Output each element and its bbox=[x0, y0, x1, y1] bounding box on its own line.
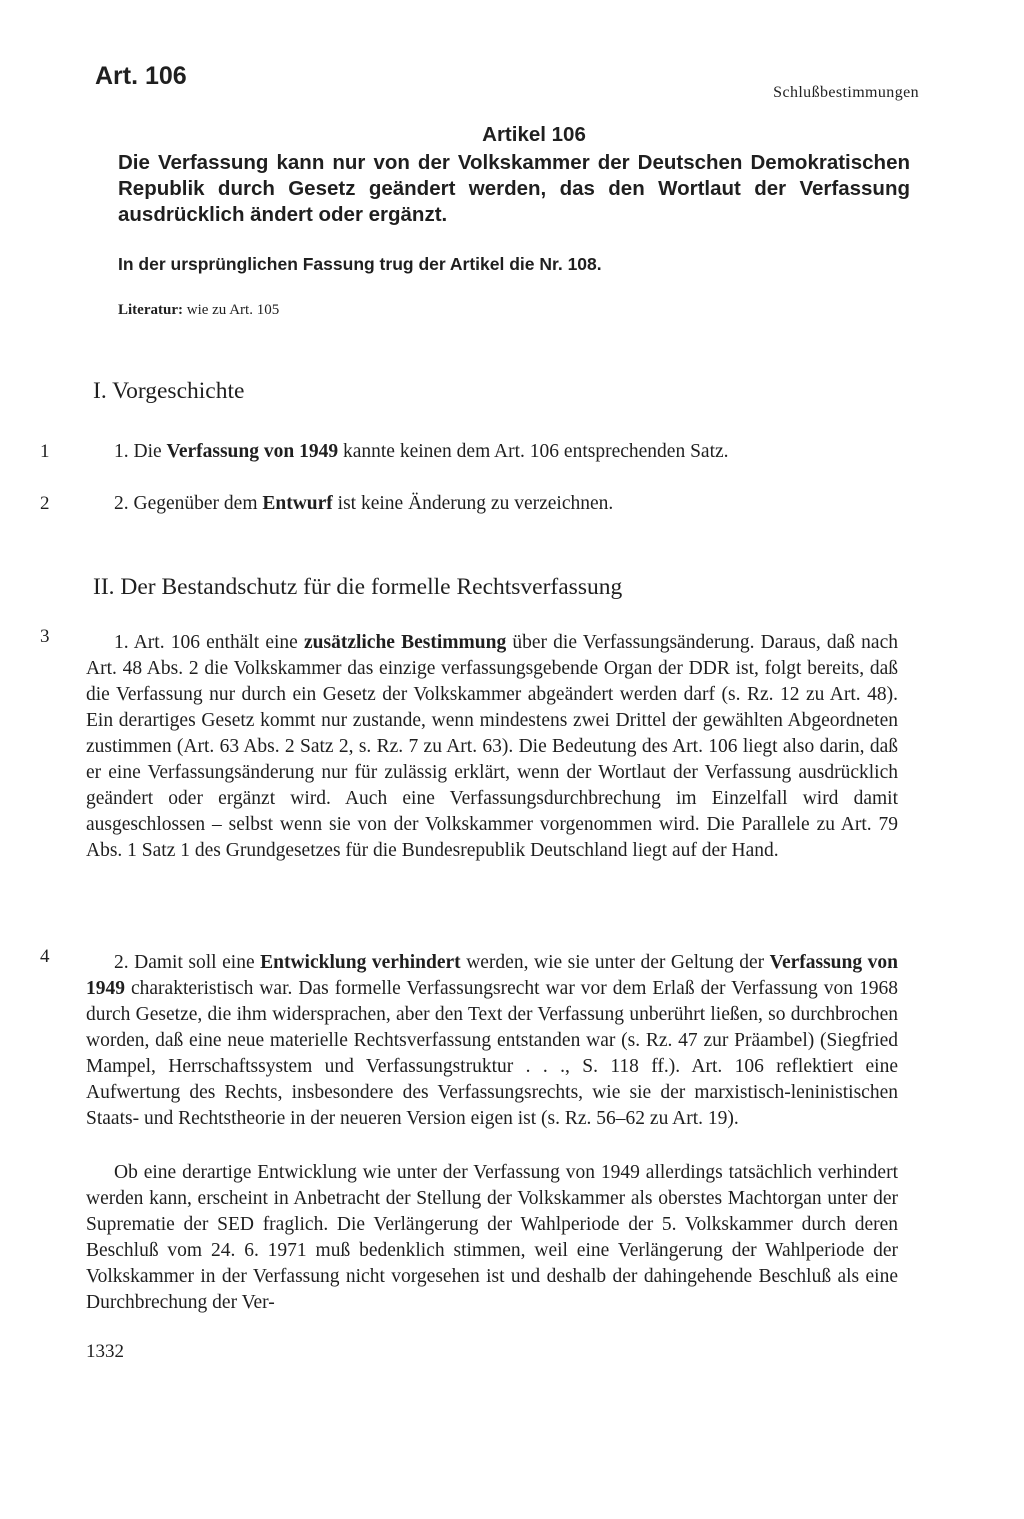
bold-term: Entwicklung verhindert bbox=[260, 952, 461, 973]
margin-number: 4 bbox=[40, 946, 50, 967]
text-run: über die Verfassungsänderung. Daraus, daß nach Art. 48 Abs. 2 die Volkskammer das einzige verfassungsgebende Organ der DDR ist, folgt bereits, daß die Verfassung nur durch ein Gesetz der Volkskammer abgeändert werden darf (s. Rz. 12 zu Art. 48). Ein derartiges Gesetz kommt nur zustande, wenn mindestens zwei Drittel der gewählten Abgeordneten zustimmen (Art. 63 Abs. 2 Satz 2, s. Rz. 7 zu Art. 63). Die Bedeutung des Art. 106 liegt also darin, daß er eine Verfassungsänderung nur für zulässig erklärt, wenn der Wortlaut der Verfassung ausdrücklich geändert oder ergänzt wird. Auch eine Verfassungsdurchbrechung im Einzelfall wird damit ausgeschlossen – selbst wenn sie von der Volkskammer vorgenommen wird. Die Parallele zu Art. 79 Abs. 1 Satz 1 des Grundgesetzes für die Bundesrepublik Deutschland liegt auf der Hand. bbox=[86, 632, 898, 861]
margin-number: 3 bbox=[40, 626, 50, 647]
margin-number: 2 bbox=[40, 493, 50, 514]
text-run: kannte keinen dem Art. 106 entsprechenden Satz. bbox=[338, 441, 729, 462]
text-run: 1. Art. 106 enthält eine bbox=[114, 632, 304, 653]
text-run: ist keine Änderung zu verzeichnen. bbox=[332, 493, 614, 514]
paragraph bbox=[86, 630, 898, 864]
bold-term: zusätzliche Bestimmung bbox=[303, 632, 507, 653]
literature-reference bbox=[118, 302, 279, 319]
paragraph-continuation bbox=[86, 1160, 898, 1316]
article-label: Art. 106 bbox=[95, 62, 187, 90]
section-heading-vorgeschichte: I. Vorgeschichte bbox=[93, 378, 245, 404]
text-run: charakteristisch war. Das formelle Verfassungsrecht war vor dem Erlaß der Verfassung von 1968 durch Gesetze, die ihm widersprachen, aber den Text der Verfassung unberührt ließen, so durchbrochen worden, daß eine neue materielle Rechtsverfassung entstanden war (s. Rz. 47 zur Präambel) (Siegfried Mampel, Herrschaftssystem und Verfassungstruktur . . ., S. 118 ff.). Art. 106 reflektiert eine Aufwertung des Rechts, insbesondere des Verfassungsrechts, wie sie der marxistisch-leninistischen Staats- und Rechtstheorie in der neueren Version eigen ist (s. Rz. 56–62 zu Art. 19). bbox=[86, 978, 898, 1129]
literature-label: Literatur: bbox=[118, 302, 183, 318]
running-head: Schlußbestimmungen bbox=[773, 84, 919, 101]
article-title: Artikel 106 bbox=[482, 123, 586, 146]
margin-number: 1 bbox=[40, 441, 50, 462]
paragraph bbox=[114, 493, 613, 515]
text-run: werden, wie sie unter der Geltung der bbox=[460, 952, 770, 973]
article-block bbox=[118, 120, 910, 228]
bold-term: Verfassung von 1949 bbox=[166, 441, 339, 462]
article-text: Die Verfassung kann nur von der Volkskammer der Deutschen Demokratischen Republik durch Gesetz geändert werden, das den Wortlaut der Verfassung ausdrücklich ändert oder ergänzt. bbox=[118, 151, 910, 226]
bold-term: Entwurf bbox=[262, 493, 333, 514]
paragraph bbox=[86, 950, 898, 1132]
text-run: Ob eine derartige Entwicklung wie unter der Verfassung von 1949 allerdings tatsächlich verhindert werden kann, erscheint in Anbetracht der Stellung der Volkskammer als oberstes Machtorgan unter der Suprematie der SED fraglich. Die Verlängerung der Wahlperiode der 5. Volkskammer durch deren Beschluß vom 24. 6. 1971 muß bedenklich stimmen, weil eine Verlängerung der Wahlperiode der Volkskammer in der Verfassung nicht vorgesehen ist und deshalb der dahingehende Beschluß als eine Durchbrechung der Ver- bbox=[86, 1162, 898, 1313]
literature-text: wie zu Art. 105 bbox=[182, 302, 280, 318]
bold-term: Verfassung von 1949 bbox=[86, 952, 898, 999]
section-heading-bestandschutz: II. Der Bestandschutz für die formelle Rechtsverfassung bbox=[93, 574, 623, 600]
text-run: 2. Damit soll eine bbox=[114, 952, 261, 973]
text-run: 2. Gegenüber dem bbox=[114, 493, 263, 514]
paragraph bbox=[114, 441, 729, 463]
original-number-note: In der ursprünglichen Fassung trug der Artikel die Nr. 108. bbox=[118, 254, 602, 274]
text-run: 1. Die bbox=[114, 441, 167, 462]
page-number: 1332 bbox=[86, 1341, 124, 1362]
